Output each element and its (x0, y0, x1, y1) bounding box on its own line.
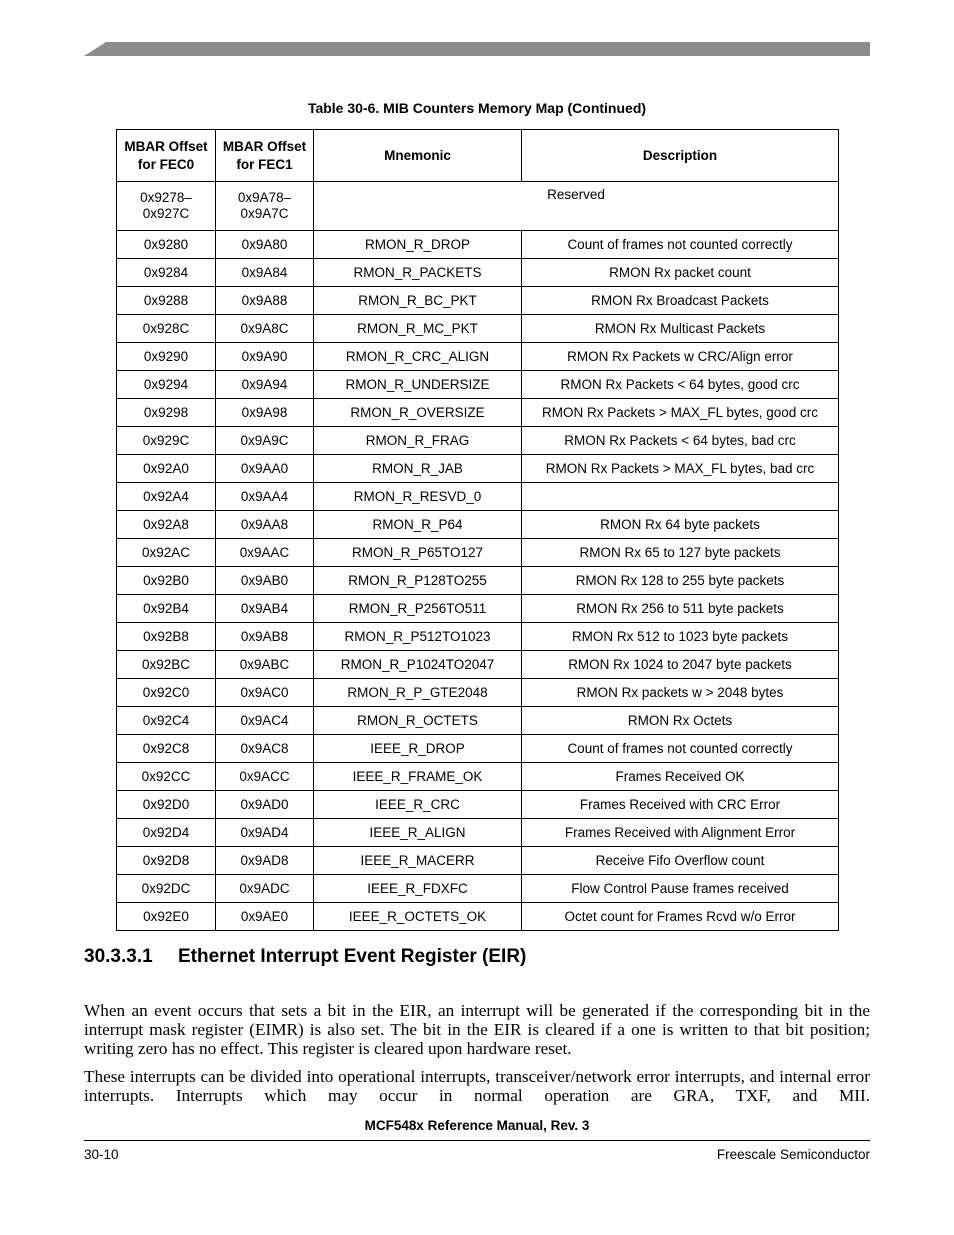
cell-fec1-offset: 0x9AB0 (216, 567, 314, 595)
reserved-fec0-end: 0x927C (142, 206, 190, 221)
table-row (117, 287, 839, 315)
cell-mnemonic: RMON_R_UNDERSIZE (314, 371, 522, 399)
body-paragraph-1: When an event occurs that sets a bit in the EIR, an interrupt will be generated if the corresponding bit in the interrupt mask register (EIMR) is also set. The bit in the EIR is cleared if a one is written to that bit position; writing zero has no effect. This register is cleared upon hardware reset. (84, 1001, 870, 1059)
cell-description: Frames Received with CRC Error (522, 791, 839, 819)
cell-fec0-offset: 0x92C4 (117, 707, 216, 735)
table-row (117, 623, 839, 651)
cell-fec1-offset: 0x9AE0 (216, 903, 314, 931)
cell-description: Frames Received with Alignment Error (522, 819, 839, 847)
footer-manual-title: MCF548x Reference Manual, Rev. 3 (364, 1118, 590, 1133)
cell-fec1-offset: 0x9AD0 (216, 791, 314, 819)
table-row (117, 903, 839, 931)
cell-mnemonic: IEEE_R_DROP (314, 735, 522, 763)
cell-mnemonic: RMON_R_MC_PKT (314, 315, 522, 343)
cell-mnemonic: IEEE_R_OCTETS_OK (314, 903, 522, 931)
cell-fec0-offset: 0x92DC (117, 875, 216, 903)
table-row (117, 399, 839, 427)
cell-description: Flow Control Pause frames received (522, 875, 839, 903)
cell-description: RMON Rx Packets w CRC/Align error (522, 343, 839, 371)
cell-fec1-offset: 0x9A88 (216, 287, 314, 315)
cell-fec1-offset: 0x9AD4 (216, 819, 314, 847)
cell-fec1-offset: 0x9ABC (216, 651, 314, 679)
cell-fec0-offset: 0x92B8 (117, 623, 216, 651)
column-header-mnemonic (314, 130, 522, 182)
footer-page-number: 30-10 (84, 1147, 119, 1162)
table-row (117, 343, 839, 371)
cell-fec0-offset: 0x928C (117, 315, 216, 343)
cell-fec1-offset: 0x9A90 (216, 343, 314, 371)
cell-fec0-offset: 0x92B0 (117, 567, 216, 595)
table-row (117, 651, 839, 679)
table-row (117, 735, 839, 763)
cell-mnemonic: IEEE_R_FDXFC (314, 875, 522, 903)
cell-fec1-offset: 0x9A8C (216, 315, 314, 343)
cell-fec0-offset: 0x929C (117, 427, 216, 455)
cell-description: RMON Rx 1024 to 2047 byte packets (522, 651, 839, 679)
cell-description: Count of frames not counted correctly (522, 735, 839, 763)
table-row (117, 567, 839, 595)
cell-description: RMON Rx Broadcast Packets (522, 287, 839, 315)
footer-divider (84, 1140, 870, 1141)
table-row (117, 679, 839, 707)
cell-fec0-offset: 0x92D0 (117, 791, 216, 819)
cell-fec0-offset (117, 182, 216, 231)
cell-fec0-offset: 0x9294 (117, 371, 216, 399)
table-row (117, 315, 839, 343)
column-header-fec1-line2: for FEC1 (236, 156, 293, 172)
cell-fec0-offset: 0x92A8 (117, 511, 216, 539)
cell-fec0-offset: 0x92E0 (117, 903, 216, 931)
cell-description: RMON Rx Multicast Packets (522, 315, 839, 343)
column-header-description-label: Description (642, 147, 718, 163)
cell-description: RMON Rx 65 to 127 byte packets (522, 539, 839, 567)
cell-fec0-offset: 0x92C8 (117, 735, 216, 763)
cell-fec0-offset: 0x9290 (117, 343, 216, 371)
table-row (117, 539, 839, 567)
header-bar (84, 42, 870, 56)
cell-fec0-offset: 0x9284 (117, 259, 216, 287)
cell-fec0-offset: 0x92AC (117, 539, 216, 567)
cell-mnemonic: RMON_R_BC_PKT (314, 287, 522, 315)
cell-mnemonic: RMON_R_P_GTE2048 (314, 679, 522, 707)
cell-fec1-offset: 0x9ADC (216, 875, 314, 903)
cell-mnemonic: RMON_R_PACKETS (314, 259, 522, 287)
cell-fec1-offset: 0x9A9C (216, 427, 314, 455)
cell-mnemonic: IEEE_R_MACERR (314, 847, 522, 875)
cell-mnemonic: IEEE_R_CRC (314, 791, 522, 819)
cell-fec1-offset: 0x9A98 (216, 399, 314, 427)
column-header-fec0-line1: MBAR Offset (124, 138, 208, 154)
table-row (117, 763, 839, 791)
cell-mnemonic: RMON_R_P128TO255 (314, 567, 522, 595)
cell-description (522, 483, 839, 511)
cell-fec1-offset: 0x9ACC (216, 763, 314, 791)
footer-company: Freescale Semiconductor (716, 1147, 870, 1162)
cell-fec0-offset: 0x92A0 (117, 455, 216, 483)
cell-mnemonic: RMON_R_OCTETS (314, 707, 522, 735)
cell-mnemonic: RMON_R_FRAG (314, 427, 522, 455)
cell-fec1-offset (216, 182, 314, 231)
cell-description: RMON Rx 512 to 1023 byte packets (522, 623, 839, 651)
cell-mnemonic: RMON_R_P64 (314, 511, 522, 539)
cell-fec0-offset: 0x92C0 (117, 679, 216, 707)
table-row (117, 791, 839, 819)
cell-mnemonic: RMON_R_P1024TO2047 (314, 651, 522, 679)
column-header-fec0 (117, 130, 216, 182)
cell-fec1-offset: 0x9AAC (216, 539, 314, 567)
cell-fec0-offset: 0x92D8 (117, 847, 216, 875)
cell-description: RMON Rx Octets (522, 707, 839, 735)
cell-description: RMON Rx Packets < 64 bytes, bad crc (522, 427, 839, 455)
cell-fec0-offset: 0x92A4 (117, 483, 216, 511)
table-row (117, 427, 839, 455)
table-row (117, 371, 839, 399)
mib-counters-table (116, 129, 839, 931)
cell-fec0-offset: 0x9280 (117, 231, 216, 259)
cell-fec1-offset: 0x9A84 (216, 259, 314, 287)
cell-reserved: Reserved (314, 182, 839, 231)
cell-mnemonic: RMON_R_DROP (314, 231, 522, 259)
cell-fec1-offset: 0x9AA0 (216, 455, 314, 483)
cell-fec1-offset: 0x9AD8 (216, 847, 314, 875)
cell-fec1-offset: 0x9A80 (216, 231, 314, 259)
cell-mnemonic: IEEE_R_FRAME_OK (314, 763, 522, 791)
cell-mnemonic: RMON_R_JAB (314, 455, 522, 483)
table-row (117, 455, 839, 483)
cell-description: RMON Rx Packets > MAX_FL bytes, good crc (522, 399, 839, 427)
section-heading (84, 946, 526, 968)
cell-fec0-offset: 0x9288 (117, 287, 216, 315)
cell-fec1-offset: 0x9AC4 (216, 707, 314, 735)
column-header-fec1 (216, 130, 314, 182)
column-header-description (522, 130, 839, 182)
table-row (117, 819, 839, 847)
cell-fec1-offset: 0x9AC8 (216, 735, 314, 763)
cell-mnemonic: RMON_R_CRC_ALIGN (314, 343, 522, 371)
cell-mnemonic: RMON_R_P256TO511 (314, 595, 522, 623)
table-row (117, 231, 839, 259)
cell-description: RMON Rx Packets > MAX_FL bytes, bad crc (522, 455, 839, 483)
cell-fec1-offset: 0x9AB8 (216, 623, 314, 651)
cell-fec0-offset: 0x92B4 (117, 595, 216, 623)
section-title: Ethernet Interrupt Event Register (EIR) (178, 946, 527, 967)
cell-fec1-offset: 0x9AC0 (216, 679, 314, 707)
cell-description: RMON Rx Packets < 64 bytes, good crc (522, 371, 839, 399)
table-row (117, 259, 839, 287)
table-row (117, 847, 839, 875)
cell-description: Count of frames not counted correctly (522, 231, 839, 259)
column-header-fec0-line2: for FEC0 (137, 156, 195, 172)
cell-description: RMON Rx 256 to 511 byte packets (522, 595, 839, 623)
cell-description: RMON Rx 128 to 255 byte packets (522, 567, 839, 595)
cell-fec1-offset: 0x9AB4 (216, 595, 314, 623)
cell-description: RMON Rx 64 byte packets (522, 511, 839, 539)
reserved-fec0-start: 0x9278– (140, 190, 192, 205)
cell-fec0-offset: 0x92D4 (117, 819, 216, 847)
cell-mnemonic: IEEE_R_ALIGN (314, 819, 522, 847)
table-row-reserved (117, 182, 839, 231)
reserved-fec1-start: 0x9A78– (237, 190, 292, 205)
table-row (117, 511, 839, 539)
cell-description: Receive Fifo Overflow count (522, 847, 839, 875)
cell-mnemonic: RMON_R_P65TO127 (314, 539, 522, 567)
cell-fec0-offset: 0x92BC (117, 651, 216, 679)
table-header-row (117, 130, 839, 182)
body-paragraph-2: These interrupts can be divided into operational interrupts, transceiver/network error interrupts, and internal error interrupts. Interrupts which may occur in normal operation are GRA, TXF, and MII. (84, 1067, 870, 1106)
table-row (117, 595, 839, 623)
column-header-mnemonic-label: Mnemonic (384, 147, 451, 163)
column-header-fec1-line1: MBAR Offset (222, 138, 307, 154)
cell-fec1-offset: 0x9AA8 (216, 511, 314, 539)
cell-fec0-offset: 0x9298 (117, 399, 216, 427)
cell-description: RMON Rx packet count (522, 259, 839, 287)
cell-description: Octet count for Frames Rcvd w/o Error (522, 903, 839, 931)
cell-mnemonic: RMON_R_RESVD_0 (314, 483, 522, 511)
cell-fec1-offset: 0x9A94 (216, 371, 314, 399)
cell-fec0-offset: 0x92CC (117, 763, 216, 791)
cell-description: Frames Received OK (522, 763, 839, 791)
cell-mnemonic: RMON_R_P512TO1023 (314, 623, 522, 651)
section-number: 30.3.3.1 (84, 946, 153, 967)
table-row (117, 875, 839, 903)
table-row (117, 707, 839, 735)
cell-mnemonic: RMON_R_OVERSIZE (314, 399, 522, 427)
table-row (117, 483, 839, 511)
table-caption: Table 30-6. MIB Counters Memory Map (Continued) (307, 100, 647, 116)
cell-description: RMON Rx packets w > 2048 bytes (522, 679, 839, 707)
cell-fec1-offset: 0x9AA4 (216, 483, 314, 511)
reserved-fec1-end: 0x9A7C (240, 206, 289, 221)
